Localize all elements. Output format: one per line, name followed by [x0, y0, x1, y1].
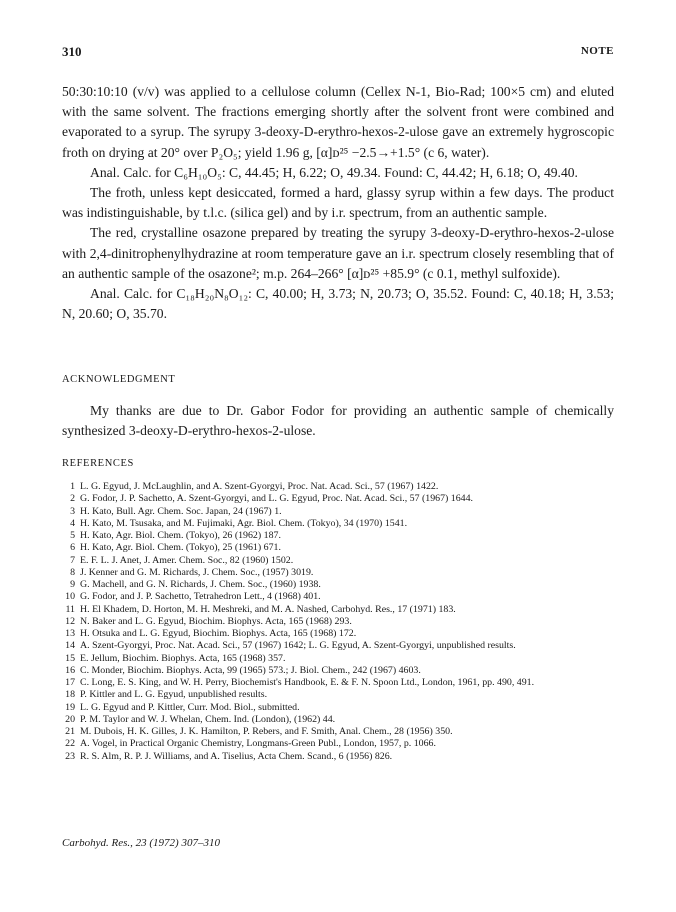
references-list — [62, 481, 622, 763]
paragraph-osazone: The red, crystalline osazone prepared by treating the syrupy 3-deoxy-D-erythro-hexos-2-ulose with 2,4-dinitrophenylhydrazine at room temperature gave an i.r. spectrum closely resembling that of an authentic sample of the osazone²; m.p. 264–266° [α]ᴅ²⁵ +85.9° (c 0.1, methyl sulfoxide). — [62, 225, 614, 281]
reference-item — [62, 702, 622, 714]
reference-item — [62, 530, 622, 542]
reference-text: L. G. Egyud, J. McLaughlin, and A. Szent-Gyorgyi, Proc. Nat. Acad. Sci., 57 (1967) 1422. — [80, 481, 439, 492]
reference-number: 13 — [65, 628, 75, 639]
reference-item — [62, 726, 622, 738]
reference-text: L. G. Egyud and P. Kittler, Curr. Mod. Biol., submitted. — [80, 701, 300, 713]
reference-item — [62, 604, 622, 616]
reference-text: M. Dubois, H. K. Gilles, J. K. Hamilton, P. Rebers, and F. Smith, Anal. Chem., 28 (1956) 350. — [80, 726, 453, 737]
reference-item — [62, 665, 622, 677]
reference-text: H. Kato, M. Tsusaka, and M. Fujimaki, Agr. Biol. Chem. (Tokyo), 34 (1970) 1541. — [80, 517, 408, 529]
reference-number: 14 — [65, 640, 75, 652]
reference-number: 12 — [65, 615, 75, 627]
reference-text: C. Long, E. S. King, and W. H. Perry, Biochemist's Handbook, E. & F. N. Spoon Ltd., London, 1961, pp. 490, 491. — [80, 677, 535, 688]
acknowledgment-heading: ACKNOWLEDGMENT — [62, 374, 176, 385]
reference-item — [62, 714, 622, 726]
reference-item — [62, 628, 622, 640]
reference-number: 8 — [70, 566, 75, 578]
reference-item — [62, 591, 622, 603]
reference-text: N. Baker and L. G. Egyud, Biochim. Biophys. Acta, 165 (1968) 293. — [80, 615, 352, 627]
reference-text: G. Machell, and G. N. Richards, J. Chem. Soc., (1960) 1938. — [80, 579, 321, 590]
reference-item — [62, 677, 622, 689]
reference-text: J. Kenner and G. M. Richards, J. Chem. Soc., (1957) 3019. — [80, 566, 314, 578]
reference-item — [62, 493, 622, 505]
reference-number: 10 — [65, 591, 75, 603]
reference-number: 18 — [65, 689, 75, 701]
reference-item — [62, 481, 622, 493]
reference-number: 9 — [70, 579, 75, 590]
reference-number: 22 — [65, 738, 75, 750]
reference-text: H. El Khadem, D. Horton, M. H. Meshreki, and M. A. Nashed, Carbohyd. Res., 17 (1971) 183. — [80, 603, 456, 615]
reference-text: G. Fodor, and J. P. Sachetto, Tetrahedron Lett., 4 (1968) 401. — [80, 591, 321, 603]
reference-text: P. M. Taylor and W. J. Whelan, Chem. Ind. (London), (1962) 44. — [80, 713, 336, 725]
reference-number: 19 — [65, 701, 75, 713]
reference-item — [62, 653, 622, 665]
reference-item — [62, 616, 622, 628]
reference-text: E. F. L. J. Anet, J. Amer. Chem. Soc., 82 (1960) 1502. — [80, 554, 294, 566]
reference-text: C. Monder, Biochim. Biophys. Acta, 99 (1965) 573.; J. Biol. Chem., 242 (1967) 4603. — [80, 664, 421, 676]
reference-item — [62, 518, 622, 530]
analysis-calc-2: Anal. Calc. for C₁₈H₂₀N₈O₁₂: C, 40.00; H, 3.73; N, 20.73; O, 35.52. Found: C, 40.18; H, 3.53; N, 20.60; O, 35.70. — [62, 286, 614, 322]
acknowledgment-text: My thanks are due to Dr. Gabor Fodor for providing an authentic sample of chemically synthesized 3-deoxy-D-erythro-hexos-2-ulose. — [62, 403, 614, 439]
reference-text: P. Kittler and L. G. Egyud, unpublished results. — [80, 689, 268, 701]
page-header — [62, 44, 614, 62]
reference-text: H. Kato, Agr. Biol. Chem. (Tokyo), 25 (1961) 671. — [80, 542, 281, 554]
reference-text: A. Vogel, in Practical Organic Chemistry, Longmans-Green Publ., London, 1957, p. 1066. — [80, 738, 436, 750]
reference-number: 4 — [70, 517, 75, 529]
reference-text: H. Kato, Bull. Agr. Chem. Soc. Japan, 24 (1967) 1. — [80, 505, 282, 517]
analysis-calc-1: Anal. Calc. for C₆H₁₀O₅: C, 44.45; H, 6.22; O, 49.34. Found: C, 44.42; H, 6.18; O, 49.40. — [90, 164, 578, 180]
reference-item — [62, 751, 622, 763]
reference-item — [62, 689, 622, 701]
reference-text: E. Jellum, Biochim. Biophys. Acta, 165 (1968) 357. — [80, 652, 286, 664]
reference-number: 1 — [70, 481, 75, 492]
reference-number: 11 — [65, 603, 75, 615]
footer-citation: Carbohyd. Res., 23 (1972) 307–310 — [62, 837, 220, 849]
reference-number: 17 — [65, 677, 75, 688]
reference-number: 2 — [70, 493, 75, 505]
page-number: 310 — [62, 44, 82, 59]
reference-number: 20 — [65, 713, 75, 725]
reference-number: 6 — [70, 542, 75, 554]
reference-item — [62, 555, 622, 567]
paragraph-column-procedure: 50:30:10:10 (v/v) was applied to a cellulose column (Cellex N-1, Bio-Rad; 100×5 cm) and eluted with the same solvent. The fractions emerging shortly after the solvent front were combined and evaporated to a syrup. The syrupy 3-deoxy-D-erythro-hexos-2-ulose gave an extremely hygroscopic froth on drying at 20° over P₂O₅; yield 1.96 g, [α]ᴅ²⁵ −2.5→+1.5° (c 6, water). — [62, 84, 614, 160]
reference-number: 21 — [65, 726, 75, 737]
reference-number: 15 — [65, 652, 75, 664]
reference-item — [62, 542, 622, 554]
references-heading: REFERENCES — [62, 458, 134, 469]
reference-text: H. Kato, Agr. Biol. Chem. (Tokyo), 26 (1962) 187. — [80, 530, 281, 541]
body-text — [62, 82, 614, 324]
reference-item — [62, 738, 622, 750]
reference-item — [62, 506, 622, 518]
reference-text: G. Fodor, J. P. Sachetto, A. Szent-Gyorgyi, and L. G. Egyud, Proc. Nat. Acad. Sci., 57 (1967) 1644. — [80, 493, 474, 505]
reference-number: 7 — [70, 554, 75, 566]
reference-text: R. S. Alm, R. P. J. Williams, and A. Tiselius, Acta Chem. Scand., 6 (1956) 826. — [80, 750, 393, 762]
reference-item — [62, 640, 622, 652]
reference-text: A. Szent-Gyorgyi, Proc. Nat. Acad. Sci., 57 (1967) 1642; L. G. Egyud, A. Szent-Gyorgyi, unpublished results. — [80, 640, 516, 652]
reference-number: 16 — [65, 664, 75, 676]
reference-number: 23 — [65, 750, 75, 762]
running-head: NOTE — [580, 45, 614, 57]
reference-number: 5 — [70, 530, 75, 541]
reference-number: 3 — [70, 505, 75, 517]
reference-text: H. Otsuka and L. G. Egyud, Biochim. Biophys. Acta, 165 (1968) 172. — [80, 628, 357, 639]
reference-item — [62, 579, 622, 591]
paragraph-froth: The froth, unless kept desiccated, formed a hard, glassy syrup within a few days. The product was indistinguishable, by t.l.c. (silica gel) and by i.r. spectrum, from an authentic sample. — [62, 185, 614, 221]
reference-item — [62, 567, 622, 579]
